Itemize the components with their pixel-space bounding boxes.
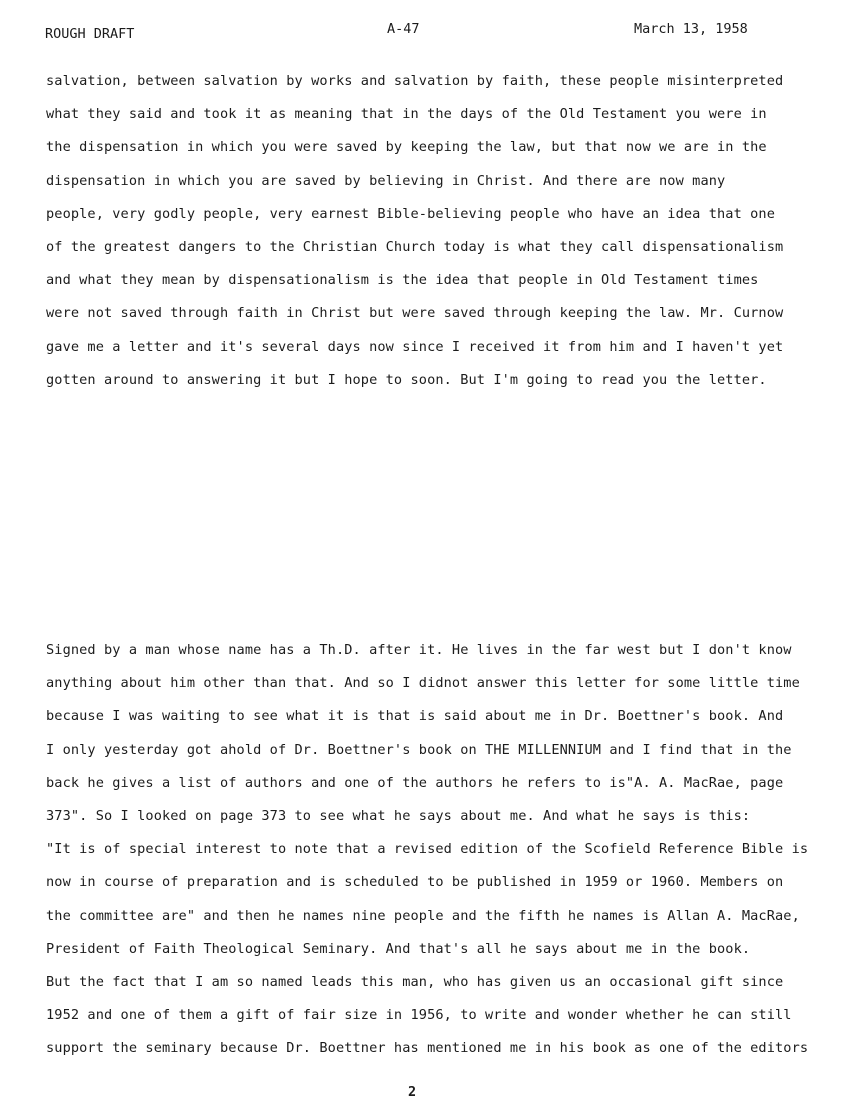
text-line: gotten around to answering it but I hope to soon. But I'm going to read you the letter. [46, 371, 767, 388]
text-line: Signed by a man whose name has a Th.D. after it. He lives in the far west but I don't know [46, 642, 792, 658]
text-line: I only yesterday got ahold of Dr. Boettner's book on THE MILLENNIUM and I find that in the [46, 741, 792, 758]
draft-label: ROUGH DRAFT [45, 26, 135, 42]
text-line: anything about him other than that. And so I didnot answer this letter for some little time [46, 675, 800, 692]
text-line: were not saved through faith in Christ but were saved through keeping the law. Mr. Curnow [46, 305, 784, 322]
text-line: of the greatest dangers to the Christian Church today is what they call dispensationalism [46, 239, 784, 256]
paragraph-1 [46, 65, 836, 397]
text-line: salvation, between salvation by works and salvation by faith, these people misinterpreted [46, 73, 784, 89]
text-line: back he gives a list of authors and one of the authors he refers to is"A. A. MacRae, page [46, 774, 784, 791]
text-line: now in course of preparation and is scheduled to be published in 1959 or 1960. Members on [46, 874, 784, 891]
text-line: because I was waiting to see what it is that is said about me in Dr. Boettner's book. And [46, 708, 784, 725]
page-code: A-47 [387, 21, 420, 37]
text-line: gave me a letter and it's several days now since I received it from him and I haven't yet [46, 338, 784, 355]
text-line: the dispensation in which you were saved by keeping the law, but that now we are in the [46, 139, 767, 156]
document-date: March 13, 1958 [634, 21, 748, 37]
text-line: what they said and took it as meaning that in the days of the Old Testament you were in [46, 106, 767, 123]
text-line: dispensation in which you are saved by believing in Christ. And there are now many [46, 172, 726, 189]
text-line: support the seminary because Dr. Boettner has mentioned me in his book as one of the editors [46, 1040, 809, 1057]
paragraph-2 [46, 634, 836, 1066]
text-line: 373". So I looked on page 373 to see what he says about me. And what he says is this: [46, 808, 751, 825]
page-header [0, 21, 853, 45]
text-line: "It is of special interest to note that a revised edition of the Scofield Reference Bible is [46, 841, 809, 858]
text-line: the committee are" and then he names nine people and the fifth he names is Allan A. MacRae, [46, 907, 800, 924]
text-line: 1952 and one of them a gift of fair size in 1956, to write and wonder whether he can still [46, 1007, 792, 1024]
text-line: people, very godly people, very earnest Bible-believing people who have an idea that one [46, 205, 776, 222]
text-line: But the fact that I am so named leads this man, who has given us an occasional gift since [46, 974, 784, 991]
page-number: 2 [408, 1084, 417, 1100]
text-line: President of Faith Theological Seminary. And that's all he says about me in the book. [46, 940, 751, 957]
text-line: and what they mean by dispensationalism is the idea that people in Old Testament times [46, 272, 759, 289]
